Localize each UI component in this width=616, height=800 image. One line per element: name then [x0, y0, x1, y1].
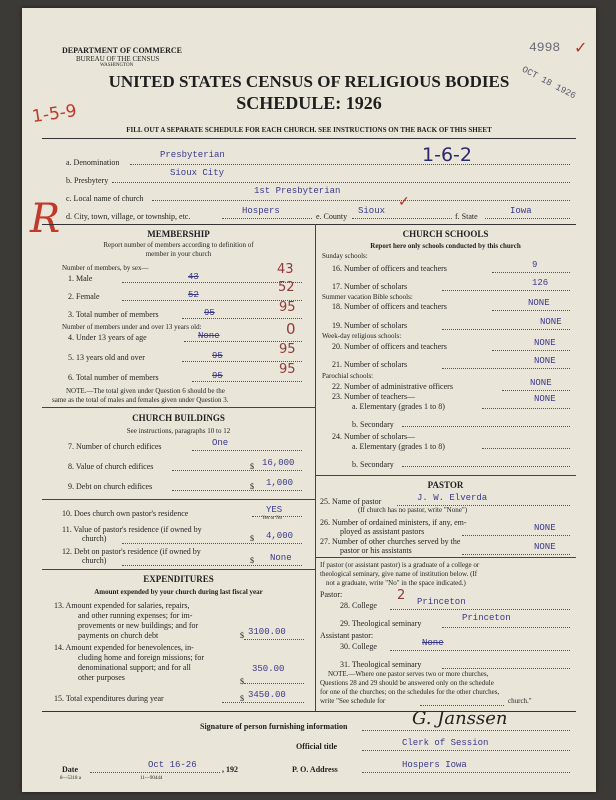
q26-line1: 26. Number of ordained ministers, if any, em-: [320, 518, 467, 527]
weekday-schools-label: Week-day religious schools:: [322, 332, 402, 340]
q13-line2: and other running expenses; for im-: [78, 611, 193, 620]
membership-note-line2: same as the total of males and females given under Question 3.: [52, 396, 229, 404]
q28-value: Princeton: [417, 597, 466, 607]
q11-label-line2: church): [82, 534, 107, 543]
q8-dollar: $: [250, 462, 254, 471]
q15-dollar: $: [240, 694, 244, 703]
schools-heading: CHURCH SCHOOLS: [402, 229, 489, 239]
pastor-note-line4: write "See schedule for: [320, 697, 386, 705]
buildings-heading: CHURCH BUILDINGS: [132, 413, 225, 423]
buildings-sub: See instructions, paragraphs 10 to 12: [126, 427, 231, 435]
city-value: Hospers: [242, 206, 280, 216]
q5-hand: 95: [279, 342, 296, 357]
q1-hand: 43: [277, 262, 294, 277]
county-check-icon: ✓: [398, 195, 410, 210]
date-suffix: , 192: [222, 765, 238, 774]
church-name-label: c. Local name of church: [66, 194, 144, 203]
q14-value: 350.00: [252, 664, 285, 674]
q24-label: 24. Number of scholars—: [332, 432, 416, 441]
signature-label: Signature of person furnishing information: [200, 722, 348, 731]
q26-value: NONE: [534, 523, 556, 533]
q31-label: 31. Theological seminary: [340, 660, 422, 669]
q22-value: NONE: [530, 378, 552, 388]
q6-hand: 95: [279, 362, 296, 377]
q14-dollar: $: [240, 677, 244, 686]
q10-hint: Yes or No: [262, 516, 283, 521]
denomination-label: a. Denomination: [66, 158, 120, 167]
pastor-note-line1: NOTE.—Where one pastor serves two or more churches,: [328, 670, 489, 678]
q16-label: 16. Number of officers and teachers: [332, 264, 447, 273]
q27-value: NONE: [534, 542, 556, 552]
expenditures-sub: Amount expended by your church during last fiscal year: [94, 588, 263, 596]
q8-label: 8. Value of church edifices: [68, 462, 154, 471]
pastor-note-line3: for one of the churches; on the schedules for the other churches,: [320, 688, 500, 696]
q29-label: 29. Theological seminary: [340, 619, 422, 628]
po-address-label: P. O. Address: [292, 765, 338, 774]
q17-value: 126: [532, 278, 549, 288]
q17-label: 17. Number of scholars: [332, 282, 408, 291]
under-over-label: Number of members under and over 13 years old:: [62, 323, 202, 331]
county-label: e. County: [316, 212, 348, 221]
q12-label-line1: 12. Debt on pastor's residence (if owned by: [62, 547, 201, 556]
form-number: 8—5318 a: [60, 776, 81, 781]
q15-value: 3450.00: [248, 690, 286, 700]
q20-value: NONE: [534, 338, 556, 348]
city-label: d. City, town, village, or township, etc.: [66, 212, 191, 221]
q3-typed: 95: [204, 308, 215, 318]
q27-line1: 27. Number of other churches served by the: [320, 537, 461, 546]
date-stamp: OCT 18 1926: [520, 64, 578, 102]
pastor-heading: PASTOR: [427, 480, 464, 490]
q1-typed: 43: [188, 272, 199, 282]
membership-note-line1: NOTE.—The total given under Question 6 should be the: [66, 387, 225, 395]
q7-value: One: [212, 438, 229, 448]
city-heading: WASHINGTON: [100, 63, 134, 68]
q18-label: 18. Number of officers and teachers: [332, 302, 447, 311]
q10-value: YES: [266, 505, 283, 515]
form-title: UNITED STATES CENSUS OF RELIGIOUS BODIES: [108, 72, 510, 91]
denomination-value: Presbyterian: [160, 150, 225, 160]
q4-label: 4. Under 13 years of age: [68, 333, 147, 342]
instruction-line: FILL OUT A SEPARATE SCHEDULE FOR EACH CHURCH. SEE INSTRUCTIONS ON THE BACK OF THIS SHEET: [126, 126, 492, 134]
q22-label: 22. Number of administrative officers: [332, 382, 453, 391]
schedule-title: SCHEDULE: 1926: [236, 93, 382, 113]
pastor-note-line2: Questions 28 and 29 should be answered only on the schedule: [320, 679, 494, 687]
census-schedule-page: [22, 8, 596, 792]
q14-line4: other purposes: [78, 673, 125, 682]
q2-hand: 52: [278, 280, 295, 295]
presbytery-label: b. Presbytery: [66, 176, 109, 185]
pastor-subheading: Pastor:: [320, 590, 343, 599]
presbytery-value: Sioux City: [170, 168, 225, 178]
parochial-schools-label: Parochial schools:: [322, 372, 374, 380]
handwritten-code-right: 1-6-2: [422, 144, 472, 166]
q13-line4: payments on church debt: [78, 631, 159, 640]
handwritten-code-left: 1-5-9: [30, 100, 78, 128]
q10-label: 10. Does church own pastor's residence: [62, 509, 189, 518]
q5-typed: 95: [212, 351, 223, 361]
stamp-number: 4998: [529, 40, 561, 55]
signature-value: G. Janssen: [412, 708, 508, 729]
q12-label-line2: church): [82, 556, 107, 565]
date-label: Date: [62, 765, 78, 774]
state-value: Iowa: [510, 206, 532, 216]
q11-label-line1: 11. Value of pastor's residence (if owned by: [62, 525, 202, 534]
po-address-value: Hospers Iowa: [402, 760, 467, 770]
q9-value: 1,000: [266, 478, 294, 488]
q18-value: NONE: [528, 298, 550, 308]
q3-hand: 95: [279, 300, 296, 315]
q23a-label: a. Elementary (grades 1 to 8): [352, 402, 445, 411]
q27-line2: pastor or his assistants: [340, 546, 412, 555]
expenditures-heading: EXPENDITURES: [143, 574, 214, 584]
sunday-schools-label: Sunday schools:: [322, 252, 368, 260]
q11-dollar: $: [250, 534, 254, 543]
graduate-note-line1: If pastor (or assistant pastor) is a graduate of a college or: [320, 561, 480, 569]
department-heading: DEPARTMENT OF COMMERCE: [62, 46, 183, 55]
q30-value: None: [422, 638, 444, 648]
q19-value: NONE: [540, 317, 562, 327]
q13-line3: provements or new buildings; and for: [78, 621, 199, 630]
q14-line2: cluding home and foreign missions; for: [78, 653, 204, 662]
graduate-note-line2: theological seminary, give name of institution below. (If: [320, 570, 478, 578]
q13-line1: 13. Amount expended for salaries, repairs,: [54, 601, 190, 610]
membership-heading: MEMBERSHIP: [147, 229, 210, 239]
q5-label: 5. 13 years old and over: [68, 353, 145, 362]
q19-label: 19. Number of scholars: [332, 321, 408, 330]
print-number: 11—90444: [140, 776, 163, 781]
q20-label: 20. Number of officers and teachers: [332, 342, 447, 351]
q23-value: NONE: [534, 394, 556, 404]
q30-label: 30. College: [340, 642, 377, 651]
handwritten-r: R: [30, 196, 61, 242]
q8-value: 16,000: [262, 458, 295, 468]
date-value: Oct 16-26: [148, 760, 197, 770]
official-title-label: Official title: [296, 742, 338, 751]
q14-line1: 14. Amount expended for benevolences, in-: [54, 643, 194, 652]
bureau-heading: BUREAU OF THE CENSUS: [76, 55, 160, 63]
q13-dollar: $: [240, 631, 244, 640]
q2-typed: 52: [188, 290, 199, 300]
q28-label: 28. College: [340, 601, 377, 610]
q4-typed: None: [198, 331, 220, 341]
q9-dollar: $: [250, 482, 254, 491]
q21-label: 21. Number of scholars: [332, 360, 408, 369]
q23-label: 23. Number of teachers—: [332, 392, 416, 401]
q6-typed: 95: [212, 371, 223, 381]
q25-label: 25. Name of pastor: [320, 497, 382, 506]
state-label: f. State: [455, 212, 478, 221]
pastor-note-line5: church.": [508, 697, 532, 705]
q2-label: 2. Female: [68, 292, 100, 301]
q25-note: (If church has no pastor, write "None"): [358, 506, 468, 514]
assistant-pastor-subheading: Assistant pastor:: [320, 631, 374, 640]
q3-label: 3. Total number of members: [68, 310, 159, 319]
q23b-label: b. Secondary: [352, 420, 394, 429]
membership-sub2: member in your church: [145, 250, 212, 258]
q21-value: NONE: [534, 356, 556, 366]
q25-value: J. W. Elverda: [417, 493, 488, 503]
q16-value: 9: [532, 260, 538, 270]
q6-label: 6. Total number of members: [68, 373, 159, 382]
members-by-sex-label: Number of members, by sex—: [62, 264, 149, 272]
q24b-label: b. Secondary: [352, 460, 394, 469]
q24a-label: a. Elementary (grades 1 to 8): [352, 442, 445, 451]
church-name-value: 1st Presbyterian: [254, 186, 341, 196]
q28-hand: 2: [397, 588, 406, 603]
q14-line3: denominational support; and for all: [78, 663, 191, 672]
q1-label: 1. Male: [68, 274, 93, 283]
graduate-note-line3: not a graduate, write "No" in the space indicated.): [326, 579, 466, 587]
q12-value: None: [270, 553, 292, 563]
check-mark-icon: ✓: [574, 40, 588, 57]
county-value: Sioux: [358, 206, 386, 216]
q11-value: 4,000: [266, 531, 294, 541]
official-title-value: Clerk of Session: [402, 738, 489, 748]
q29-value: Princeton: [462, 613, 511, 623]
membership-sub1: Report number of members according to definition of: [103, 241, 254, 249]
q13-value: 3100.00: [248, 627, 286, 637]
q15-label: 15. Total expenditures during year: [54, 694, 164, 703]
q4-hand: 0: [286, 320, 296, 338]
q9-label: 9. Debt on church edifices: [68, 482, 153, 491]
q26-line2: ployed as assistant pastors: [340, 527, 425, 536]
schools-sub: Report here only schools conducted by this church: [370, 242, 521, 250]
q7-label: 7. Number of church edifices: [68, 442, 162, 451]
summer-schools-label: Summer vacation Bible schools:: [322, 293, 413, 301]
q12-dollar: $: [250, 556, 254, 565]
